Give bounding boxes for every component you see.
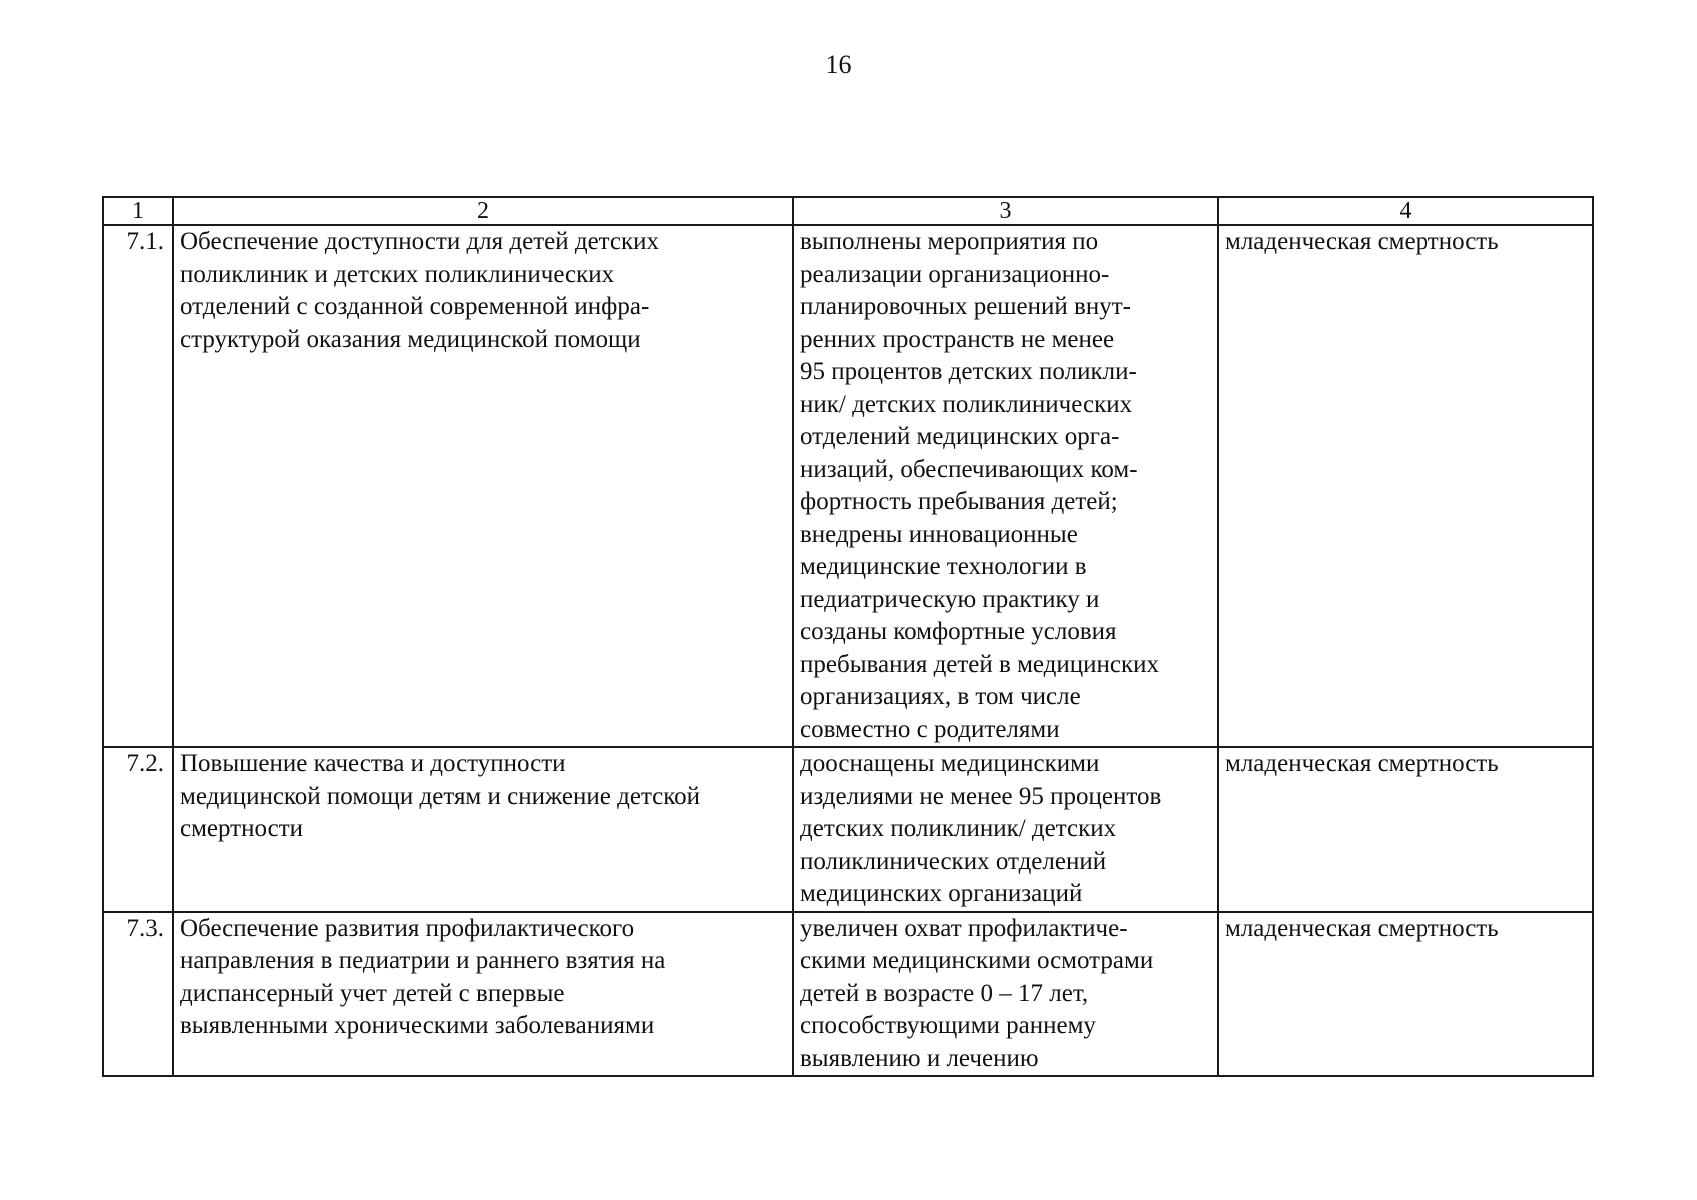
column-header-2: 2	[173, 197, 793, 225]
row-result: увеличен охват профилактиче- скими медицинскими осмотрами детей в возрасте 0 – 17 лет, способствующими раннему выявлению и лечению	[793, 912, 1218, 1077]
row-task-name: Обеспечение развития профилактического направления в педиатрии и раннего взятия на диспансерный учет детей с впервые выявленными хроническими заболеваниями	[173, 912, 793, 1077]
table-row	[103, 225, 1593, 747]
row-result: выполнены мероприятия по реализации организационно- планировочных решений внут- ренних пространств не менее 95 процентов детских поликли- ник/ детских поликлинических отделений медицинских орга- низаций, обеспечивающих ком- фортность пребывания детей; внедрены инновационные медицинские технологии в педиатрическую практику и созданы комфортные условия пребывания детей в медицинских организациях, в том числе совместно с родителями	[793, 225, 1218, 747]
column-header-4: 4	[1218, 197, 1593, 225]
row-number: 7.3.	[103, 912, 173, 1077]
row-task-name: Повышение качества и доступности медицинской помощи детям и снижение детской смертности	[173, 747, 793, 912]
row-indicator: младенческая смертность	[1218, 747, 1593, 912]
table-row	[103, 912, 1593, 1077]
data-table	[102, 196, 1594, 1077]
row-indicator: младенческая смертность	[1218, 225, 1593, 747]
row-indicator: младенческая смертность	[1218, 912, 1593, 1077]
row-result: дооснащены медицинскими изделиями не менее 95 процентов детских поликлиник/ детских поликлинических отделений медицинских организаций	[793, 747, 1218, 912]
row-number: 7.1.	[103, 225, 173, 747]
column-header-3: 3	[793, 197, 1218, 225]
page-number: 16	[825, 50, 852, 79]
table-header-row	[103, 197, 1593, 225]
table-row	[103, 747, 1593, 912]
column-header-1: 1	[103, 197, 173, 225]
row-number: 7.2.	[103, 747, 173, 912]
row-task-name: Обеспечение доступности для детей детских поликлиник и детских поликлинических отделений с созданной современной инфра- структурой оказания медицинской помощи	[173, 225, 793, 747]
